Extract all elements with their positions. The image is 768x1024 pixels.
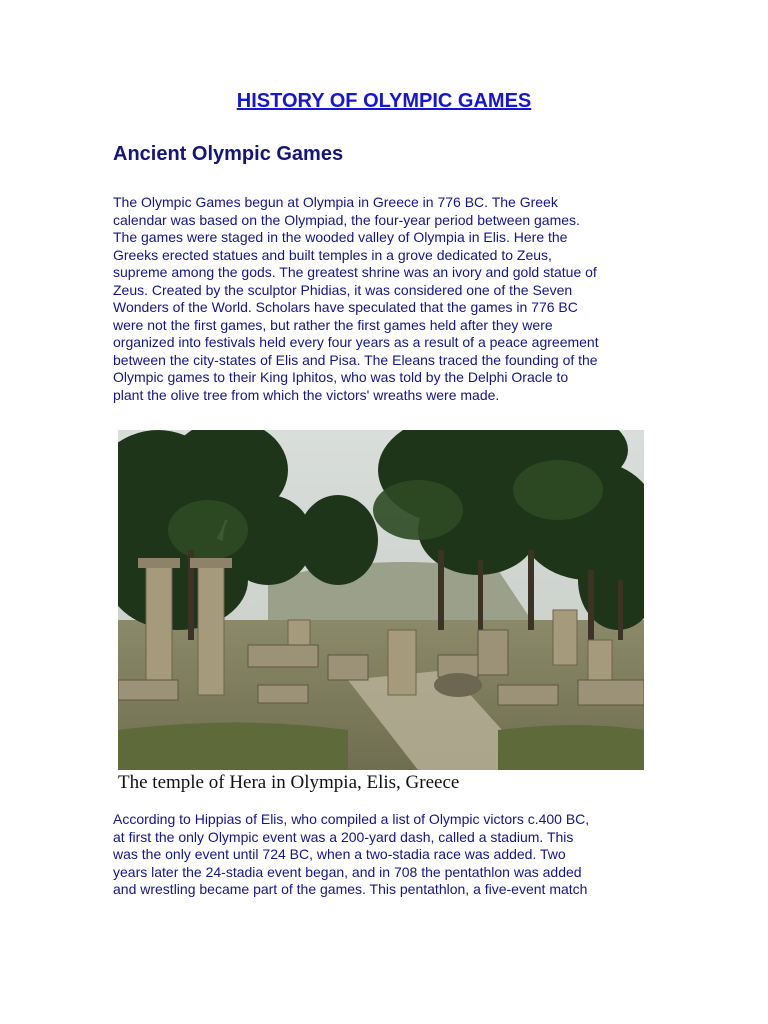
intro-paragraph: The Olympic Games begun at Olympia in Greece in 776 BC. The Greek calendar was based on the Olympiad, the four-year period between games. The games were staged in the wooded valley of Olympia in Elis. Here the Greeks erected statues and built temples in a grove dedicated to Zeus, supreme among the gods. The greatest shrine was an ivory and gold statue of Zeus. Created by the sculptor Phidias, it was considered one of the Seven Wonders of the World. Scholars have speculated that the games in 776 BC were not the first games, but rather the first games held after they were organized into festivals held every four years as a result of a peace agreement between the city-states of Elis and Pisa. The Eleans traced the founding of the Olympic games to their King Iphitos, who was told by the Delphi Oracle to plant the olive tree from which the victors' wreaths were made. bbox=[113, 194, 599, 403]
temple-of-hera-photo bbox=[118, 430, 644, 770]
figure-caption: The temple of Hera in Olympia, Elis, Greece bbox=[118, 772, 460, 793]
events-paragraph: According to Hippias of Elis, who compiled a list of Olympic victors c.400 BC, at first the only Olympic event was a 200-yard dash, called a stadium. This was the only event until 724 BC, when a two-stadia race was added. Two years later the 24-stadia event began, and in 708 the pentathlon was added and wrestling became part of the games. This pentathlon, a five-event match bbox=[113, 811, 590, 897]
page-title: HISTORY OF OLYMPIC GAMES bbox=[236, 90, 532, 112]
section-heading: Ancient Olympic Games bbox=[113, 143, 344, 165]
